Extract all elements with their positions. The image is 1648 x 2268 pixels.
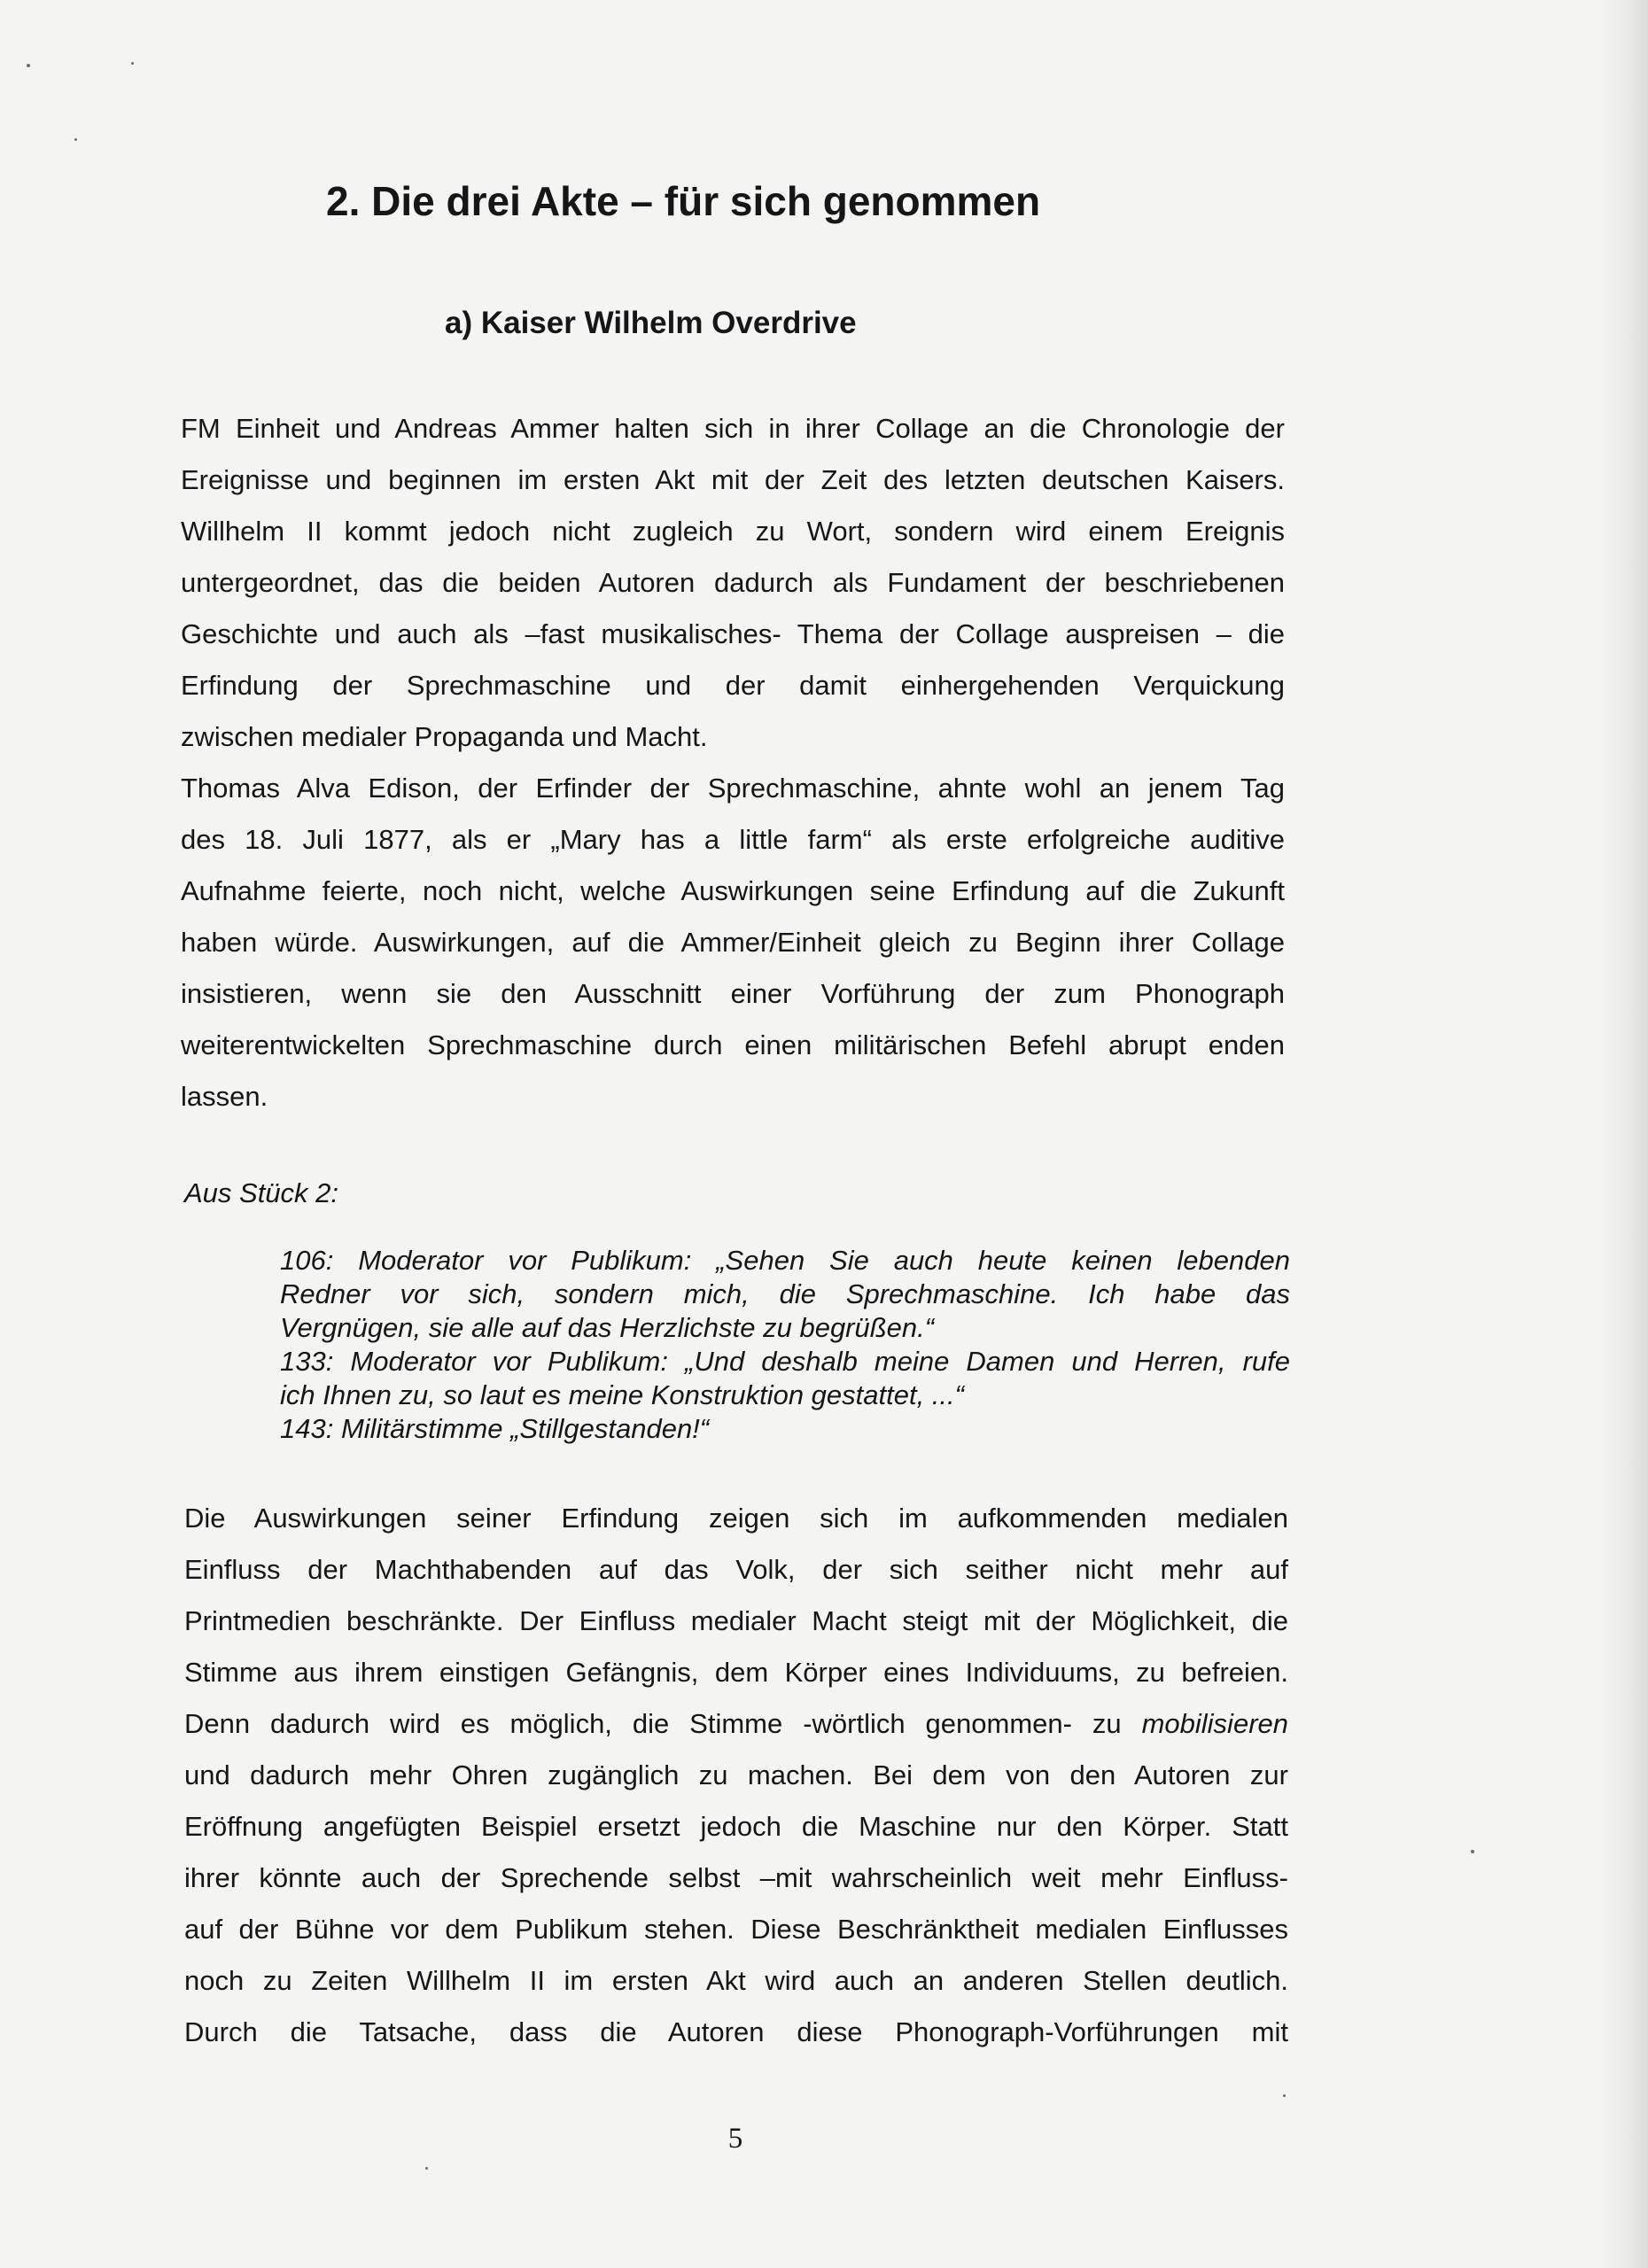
text-line: Geschichte und auch als –fast musikalisches- Thema der Collage auspreisen – die	[181, 618, 1285, 649]
chapter-title: 2. Die drei Akte – für sich genommen	[326, 178, 1041, 224]
text-line: haben würde. Auswirkungen, auf die Ammer/Einheit gleich zu Beginn ihrer Collage	[181, 927, 1285, 958]
text-line	[184, 1698, 1288, 1750]
quote-block	[280, 1244, 1290, 1446]
paragraph-intro	[181, 403, 1285, 763]
quote-line: 106: Moderator vor Publikum: „Sehen Sie auch heute keinen lebenden	[280, 1245, 1290, 1276]
text-line-start: Denn dadurch wird es möglich, die Stimme -wörtlich genommen- zu	[184, 1708, 1122, 1739]
emphasized-word: mobilisieren	[1141, 1708, 1288, 1739]
paragraph-edison	[181, 763, 1285, 1122]
text-line: Aufnahme feierte, noch nicht, welche Auswirkungen seine Erfindung auf die Zukunft	[181, 875, 1285, 906]
excerpt-label: Aus Stück 2:	[184, 1177, 339, 1208]
text-line: untergeordnet, das die beiden Autoren dadurch als Fundament der beschriebenen	[181, 567, 1285, 598]
text-line: Einfluss der Machthabenden auf das Volk, der sich seither nicht mehr auf	[184, 1554, 1288, 1585]
text-line: Durch die Tatsache, dass die Autoren diese Phonograph-Vorführungen mit	[184, 2016, 1288, 2047]
text-line: Eröffnung angefügten Beispiel ersetzt jedoch die Maschine nur den Körper. Statt	[184, 1811, 1288, 1842]
paragraph-effects	[184, 1493, 1288, 2058]
text-line: Willhelm II kommt jedoch nicht zugleich zu Wort, sondern wird einem Ereignis	[181, 516, 1285, 547]
text-line: weiterentwickelten Sprechmaschine durch einen militärischen Befehl abrupt enden	[181, 1029, 1285, 1060]
scan-speck	[27, 64, 30, 67]
text-line: insistieren, wenn sie den Ausschnitt einer Vorführung der zum Phonograph	[181, 978, 1285, 1009]
quote-line: Vergnügen, sie alle auf das Herzlichste zu begrüßen.“	[280, 1312, 935, 1343]
text-line: ihrer könnte auch der Sprechende selbst –mit wahrscheinlich weit mehr Einfluss-	[184, 1862, 1288, 1893]
page-number: 5	[727, 2123, 743, 2155]
text-line: und dadurch mehr Ohren zugänglich zu machen. Bei dem von den Autoren zur	[184, 1759, 1288, 1790]
quote-line: 133: Moderator vor Publikum: „Und deshalb meine Damen und Herren, rufe	[280, 1346, 1290, 1377]
scan-speck	[1283, 2094, 1286, 2097]
text-line: zwischen medialer Propaganda und Macht.	[181, 721, 708, 752]
text-line: Erfindung der Sprechmaschine und der damit einhergehenden Verquickung	[181, 670, 1285, 701]
quote-line: ich Ihnen zu, so laut es meine Konstruktion gestattet, ...“	[280, 1379, 964, 1410]
scan-speck	[425, 2167, 428, 2170]
text-line: auf der Bühne vor dem Publikum stehen. Diese Beschränktheit medialen Einflusses	[184, 1914, 1288, 1945]
text-line: lassen.	[181, 1081, 268, 1112]
text-line: Printmedien beschränkte. Der Einfluss medialer Macht steigt mit der Möglichkeit, die	[184, 1605, 1288, 1636]
text-line: Thomas Alva Edison, der Erfinder der Sprechmaschine, ahnte wohl an jenem Tag	[181, 773, 1285, 804]
quote-line: 143: Militärstimme „Stillgestanden!“	[280, 1413, 710, 1444]
scan-speck	[131, 62, 134, 65]
scan-speck	[1471, 1850, 1474, 1853]
text-line: FM Einheit und Andreas Ammer halten sich in ihrer Collage an die Chronologie der	[181, 413, 1285, 444]
section-title: a) Kaiser Wilhelm Overdrive	[445, 306, 857, 340]
text-line: noch zu Zeiten Willhelm II im ersten Akt wird auch an anderen Stellen deutlich.	[184, 1965, 1288, 1996]
text-line: Stimme aus ihrem einstigen Gefängnis, dem Körper eines Individuums, zu befreien.	[184, 1657, 1288, 1688]
quote-line: Redner vor sich, sondern mich, die Sprechmaschine. Ich habe das	[280, 1278, 1290, 1309]
text-line: des 18. Juli 1877, als er „Mary has a little farm“ als erste erfolgreiche auditive	[181, 824, 1285, 855]
scan-speck	[74, 138, 77, 141]
scan-shadow-edge	[1600, 0, 1648, 2268]
text-line: Die Auswirkungen seiner Erfindung zeigen sich im aufkommenden medialen	[184, 1503, 1288, 1534]
text-line: Ereignisse und beginnen im ersten Akt mit der Zeit des letzten deutschen Kaisers.	[181, 464, 1285, 495]
